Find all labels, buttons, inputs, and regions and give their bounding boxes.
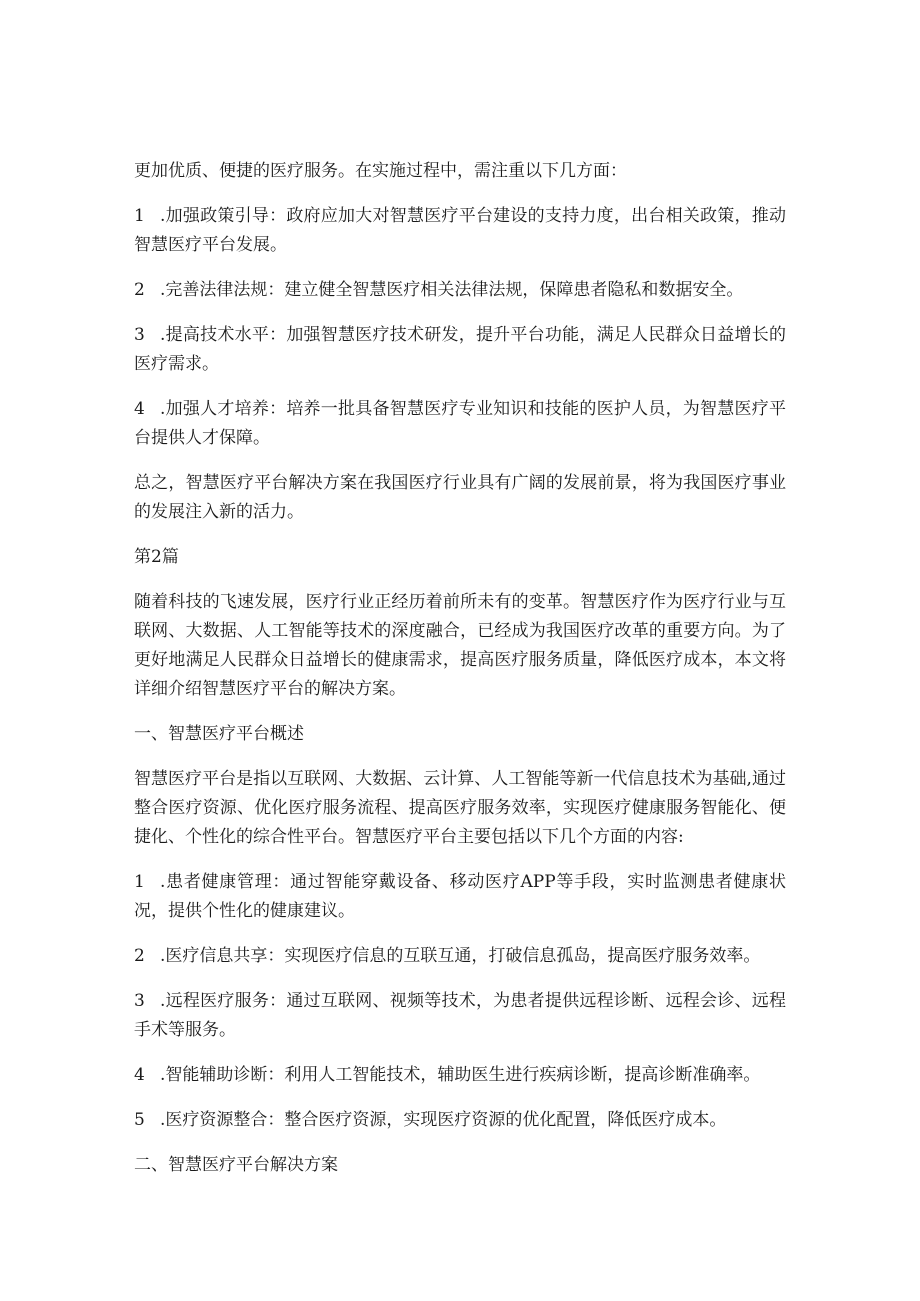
list-item (134, 395, 786, 453)
list-item-number: 4 (134, 399, 145, 419)
section-heading: 第2篇 (134, 547, 179, 567)
list-item-number: 1 (134, 872, 145, 892)
list-item-text: .患者健康管理：通过智能穿戴设备、移动医疗APP等手段，实时监测患者健康状况，提供个性化的健康建议。 (134, 872, 786, 921)
paragraph: 总之，智慧医疗平台解决方案在我国医疗行业具有广阔的发展前景，将为我国医疗事业的发展注入新的活力。 (134, 473, 786, 522)
list-item (134, 987, 786, 1045)
list-item (134, 1106, 786, 1135)
list-item-text: .智能辅助诊断：利用人工智能技术，辅助医生进行疾病诊断，提高诊断准确率。 (160, 1065, 761, 1085)
list-item-number: 2 (134, 946, 145, 966)
list-item-number: 5 (134, 1110, 145, 1130)
paragraph: 智慧医疗平台是指以互联网、大数据、云计算、人工智能等新一代信息技术为基础,通过整合医疗资源、优化医疗服务流程、提高医疗服务效率，实现医疗健康服务智能化、便捷化、个性化的综合性平台。智慧医疗平台主要包括以下几个方面的内容: (134, 769, 786, 847)
list-item (134, 321, 786, 379)
list-item-text: .加强政策引导：政府应加大对智慧医疗平台建设的支持力度，出台相关政策，推动智慧医疗平台发展。 (134, 206, 786, 255)
list-item (134, 1061, 786, 1090)
list-item-text: .医疗信息共享：实现医疗信息的互联互通，打破信息孤岛，提高医疗服务效率。 (160, 946, 761, 966)
paragraph: 更加优质、便捷的医疗服务。在实施过程中，需注重以下几方面： (134, 161, 627, 181)
list-item (134, 868, 786, 926)
list-item-number: 2 (134, 280, 145, 300)
section-heading: 二、智慧医疗平台解决方案 (134, 1155, 338, 1175)
document-body (134, 157, 786, 1196)
paragraph: 随着科技的飞速发展，医疗行业正经历着前所未有的变革。智慧医疗作为医疗行业与互联网、大数据、人工智能等技术的深度融合，已经成为我国医疗改革的重要方向。为了更好地满足人民群众日益增长的健康需求，提高医疗服务质量，降低医疗成本，本文将详细介绍智慧医疗平台的解决方案。 (134, 592, 786, 699)
list-item-number: 1 (134, 206, 145, 226)
list-item-number: 3 (134, 991, 145, 1011)
list-item (134, 276, 786, 305)
section-heading: 一、智慧医疗平台概述 (134, 724, 304, 744)
list-item-number: 3 (134, 325, 145, 345)
list-item-text: .医疗资源整合：整合医疗资源，实现医疗资源的优化配置，降低医疗成本。 (160, 1110, 727, 1130)
list-item-number: 4 (134, 1065, 145, 1085)
list-item-text: .提高技术水平：加强智慧医疗技术研发，提升平台功能，满足人民群众日益增长的医疗需求。 (134, 325, 786, 374)
list-item-text: .完善法律法规：建立健全智慧医疗相关法律法规，保障患者隐私和数据安全。 (160, 280, 744, 300)
list-item (134, 202, 786, 260)
list-item (134, 942, 786, 971)
list-item-text: .远程医疗服务：通过互联网、视频等技术，为患者提供远程诊断、远程会诊、远程手术等服务。 (134, 991, 786, 1040)
list-item-text: .加强人才培养：培养一批具备智慧医疗专业知识和技能的医护人员，为智慧医疗平台提供人才保障。 (134, 399, 786, 448)
